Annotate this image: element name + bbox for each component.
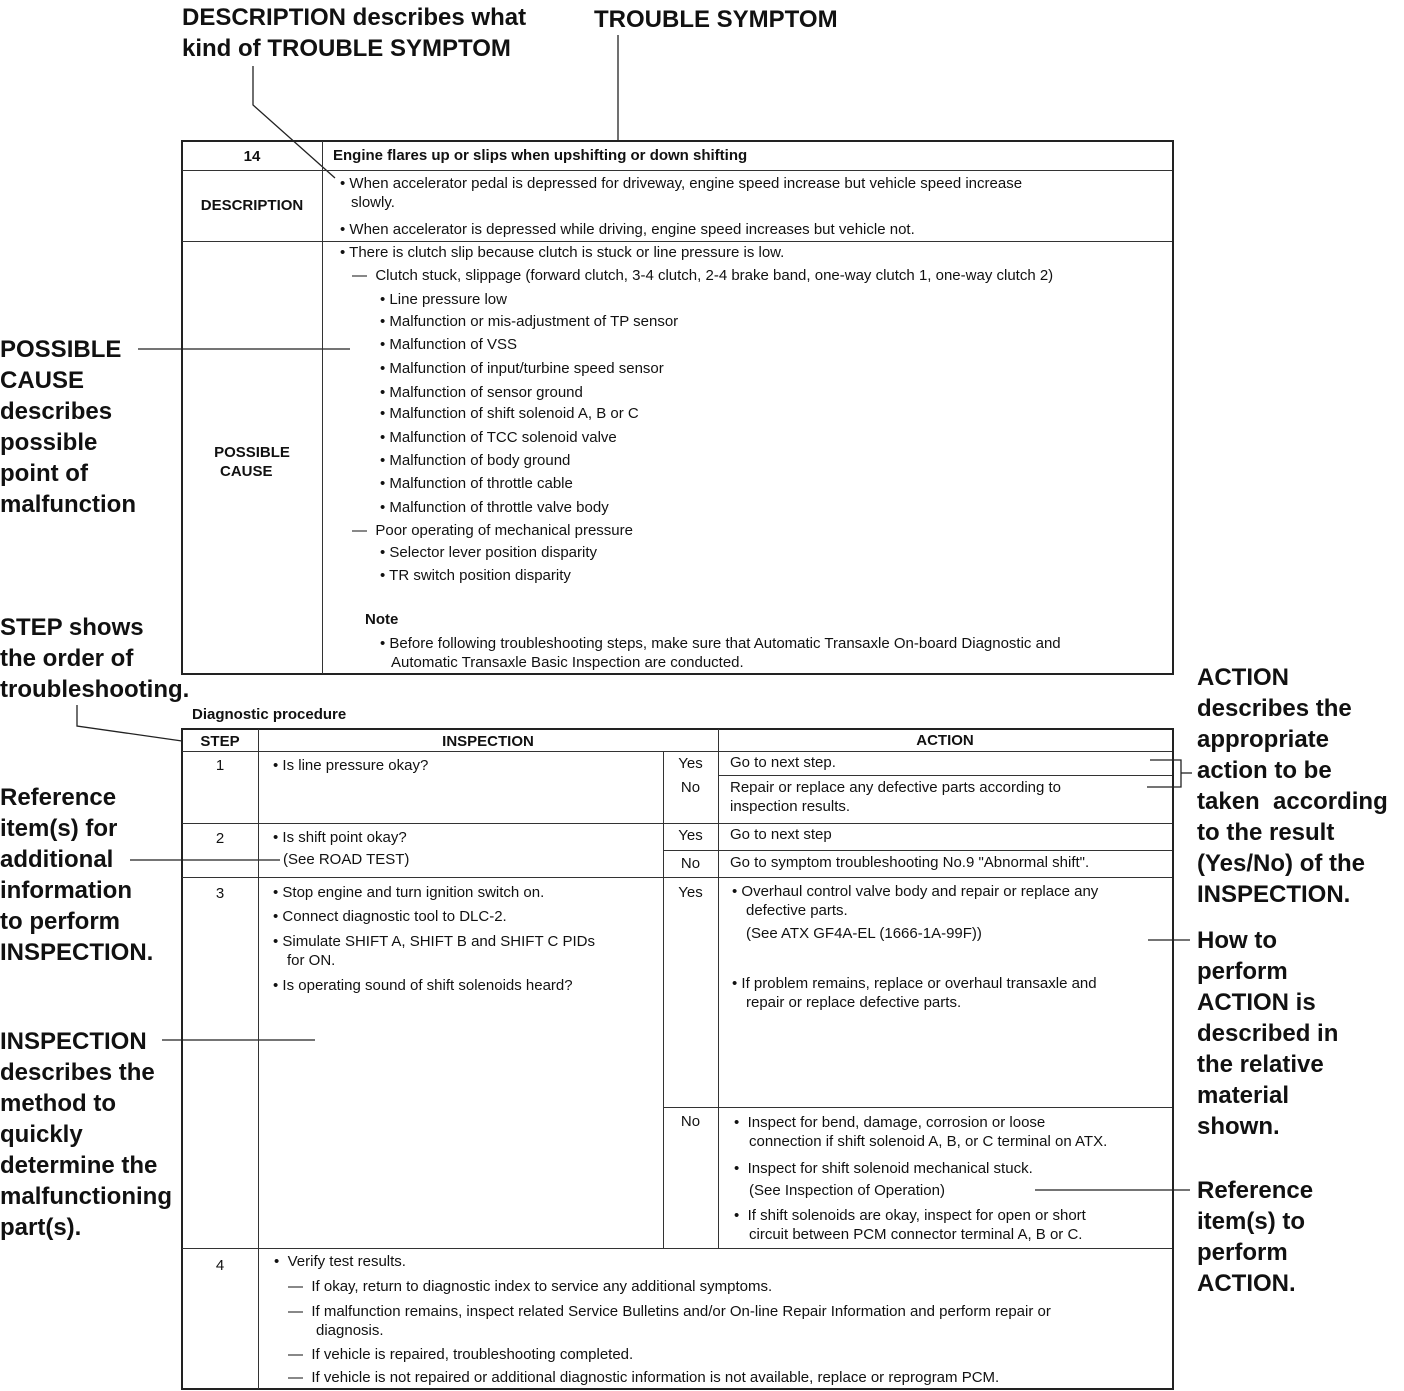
step-number: 4 [215,1257,225,1274]
yes-label: Yes [678,827,703,844]
step-number: 2 [215,830,225,847]
callout-reference-inspection: Reference item(s) for additional information to perform INSPECTION. [0,784,154,966]
cause-item: Malfunction of input/turbine speed sensor [389,360,664,377]
callout-how-to: How to perform ACTION is described in the relative material shown. [1197,927,1339,1140]
header-action: ACTION [916,732,974,749]
action-yes: Go to next step [730,826,832,843]
cause-item: Malfunction or mis-adjustment of TP sensor [389,313,679,330]
cause-item: Line pressure low [389,291,507,308]
reference-atx[interactable]: (See ATX GF4A-EL (1666-1A-99F)) [746,925,982,942]
action-no: Repair or replace any defective parts according to [730,779,1062,796]
no-label: No [680,779,701,796]
symptom-number: 14 [243,148,261,165]
action-yes: Overhaul control valve body and repair or replace any [741,883,1099,900]
reference-inspection-operation[interactable]: (See Inspection of Operation) [749,1182,945,1199]
cause-item: Malfunction of TCC solenoid valve [389,429,617,446]
cause-item: Poor operating of mechanical pressure [375,522,633,539]
inspection-text: for ON. [287,952,336,969]
callout-step: STEP shows the order of troubleshooting. [0,614,190,703]
cause-item: Malfunction of throttle valve body [389,499,609,516]
cause-item: Malfunction of shift solenoid A, B or C [389,405,639,422]
header-step: STEP [200,733,240,750]
description-line: When accelerator is depressed while driving, engine speed increases but vehicle not. [349,221,915,238]
description-line: When accelerator pedal is depressed for driveway, engine speed increase but vehicle speed increase [349,175,1023,192]
action-yes: Go to next step. [730,754,836,771]
symptom-title: Engine flares up or slips when upshifting or down shifting [333,147,748,164]
cause-label: CAUSE [220,463,273,480]
inspection-text: Verify test results. [287,1253,406,1270]
no-label: No [680,1113,701,1130]
action-no: Inspect for bend, damage, corrosion or loose [747,1114,1046,1131]
cause-item: Selector lever position disparity [389,544,598,561]
description-line: slowly. [351,194,395,211]
action-no: Inspect for shift solenoid mechanical stuck. [747,1160,1033,1177]
step-number: 3 [215,885,225,902]
cause-item: Malfunction of throttle cable [389,475,573,492]
cause-item: Malfunction of body ground [389,452,571,469]
header-inspection: INSPECTION [442,733,534,750]
procedure-title: Diagnostic procedure [192,706,347,723]
diagnostic-page: DESCRIPTION describes what kind of TROUBLE SYMPTOM TROUBLE SYMPTOM POSSIBLE CAUSE describes possible point of malfunction STEP shows the order of troubleshooting. Reference item(s) for additional information to perform INSPECTION. INSPECTION describes the method to quickly determine the malfunctioning part(s). ACTION describes the appropriate action to be taken according to the result (Yes/No) of the INSPECTION. How to perform ACTION is described in the relative material shown. Reference item(s) to perform ACTION. 14 Engine flares up or slips when upshifting or down shifting DESCRIPTION • When accelerator pedal is depressed for driveway, engine speed increase but vehicle speed increase slowly. • When accelerator is depressed while driving, engine speed increases but vehicle not. POSSIBLE CAUSE • There is clutch slip because clutch is stuck or line pressure is low. — Clutch stuck, slippage (forward clutch, 3-4 clutch, 2-4 brake band, one-way clutch 1, one-way clutch 2) • Line pressure low • Malfunction or mis-adjustment of TP sensor • Malfunction of VSS • Malfunction of input/turbine speed sensor • Malfunction of sensor ground • Malfunction of shift solenoid A, B or C • Malfunction of TCC solenoid valve • Malfunction of body ground • Malfunction of throttle cable • Malfunction of throttle valve body — Poor operating of mechanical pressure • Selector lever position disparity • TR switch position disparity Note • Before following troubleshooting steps, make sure that Automatic Transaxle On-board Diagnostic and Automatic Transaxle Basic Inspection are conducted. Diagnostic procedure STEP INSPECTION ACTION 1 • Is line pressure okay? Yes Go to next step. No Repair or replace any defective parts according to inspection results. 2 • Is shift point okay? (See ROAD TEST) Yes Go to next step No Go to symptom troubleshooting No.9 "Abnormal shift". 3 • Stop engine and turn ignition switch on. • Connect diagnostic tool to DLC-2. • Simulate SHIFT A, SHIFT B and SHIFT C PIDs for ON. • Is operating sound of shift solenoids heard? Yes • Overhaul control valve body and repair or replace any defective parts. (See ATX GF4A-EL (1666-1A-99F)) • If problem remains, replace or overhaul transaxle and repair or replace defective parts. No • Inspect for bend, damage, corrosion or loose connection if shift solenoid A, B, or C terminal on ATX. • Inspect for shift solenoid mechanical stuck. (See Inspection of Operation) • If shift solenoids are okay, inspect for open or short circuit between PCM connector terminal A, B or C. 4 • Verify test results. — If okay, return to diagnostic index to service any additional symptoms. — If malfunction remains, inspect related Service Bulletins and/or On-line Repair Information and perform repair or diagnosis. — If vehicle is repaired, troubleshooting completed. — If vehicle is not repaired or additional diagnostic information is not available, replace or reprogram PCM. [0,0,1404,1391]
inspection-text: Is line pressure okay? [282,757,429,774]
inspection-text: Simulate SHIFT A, SHIFT B and SHIFT C PIDs [282,933,596,950]
leader-step [77,705,182,741]
action-yes: repair or replace defective parts. [746,994,962,1011]
note-text: Automatic Transaxle Basic Inspection are conducted. [391,654,744,671]
cause-item: TR switch position disparity [389,567,571,584]
inspection-text: Is operating sound of shift solenoids heard? [282,977,573,994]
cause-item: Malfunction of VSS [389,336,517,353]
callout-reference-action: Reference item(s) to perform ACTION. [1197,1177,1314,1297]
note-label: Note [365,611,399,628]
description-label: DESCRIPTION [200,197,304,214]
inspection-text: If vehicle is not repaired or additional diagnostic information is not available, replace or reprogram PCM. [311,1369,1000,1386]
callout-action: ACTION describes the appropriate action to be taken according to the result (Yes/No) of the INSPECTION. [1197,664,1388,908]
callout-inspection: INSPECTION describes the method to quickly determine the malfunctioning part(s). [0,1028,172,1241]
cause-item: Clutch stuck, slippage (forward clutch, 3-4 clutch, 2-4 brake band, one-way clutch 1, one-way clutch 2) [375,267,1054,284]
action-no: connection if shift solenoid A, B, or C terminal on ATX. [749,1133,1108,1150]
action-no: If shift solenoids are okay, inspect for open or short [747,1207,1086,1224]
action-no: Go to symptom troubleshooting No.9 "Abnormal shift". [730,854,1090,871]
inspection-text: If okay, return to diagnostic index to service any additional symptoms. [311,1278,773,1295]
action-yes: defective parts. [746,902,848,919]
callout-description: DESCRIPTION describes what kind of TROUBLE SYMPTOM [182,4,527,62]
callout-possible-cause: POSSIBLE CAUSE describes possible point of malfunction [0,336,136,518]
yes-label: Yes [678,755,703,772]
inspection-text: diagnosis. [316,1322,384,1339]
action-yes: If problem remains, replace or overhaul transaxle and [741,975,1097,992]
action-no: circuit between PCM connector terminal A, B or C. [749,1226,1083,1243]
reference-road-test[interactable]: (See ROAD TEST) [283,851,410,868]
callout-trouble-symptom: TROUBLE SYMPTOM [594,6,838,33]
cause-item: Malfunction of sensor ground [389,384,583,401]
inspection-text: If malfunction remains, inspect related Service Bulletins and/or On-line Repair Information and perform repair or [311,1303,1051,1320]
note-text: Before following troubleshooting steps, make sure that Automatic Transaxle On-board Diagnostic and [389,635,1061,652]
step-number: 1 [215,757,225,774]
yes-label: Yes [678,884,703,901]
inspection-text: If vehicle is repaired, troubleshooting completed. [311,1346,634,1363]
no-label: No [680,855,701,872]
inspection-text: Connect diagnostic tool to DLC-2. [282,908,507,925]
cause-label: POSSIBLE [214,444,290,461]
cause-item: There is clutch slip because clutch is stuck or line pressure is low. [349,244,785,261]
inspection-text: Stop engine and turn ignition switch on. [282,884,545,901]
action-no: inspection results. [730,798,851,815]
inspection-text: Is shift point okay? [282,829,407,846]
